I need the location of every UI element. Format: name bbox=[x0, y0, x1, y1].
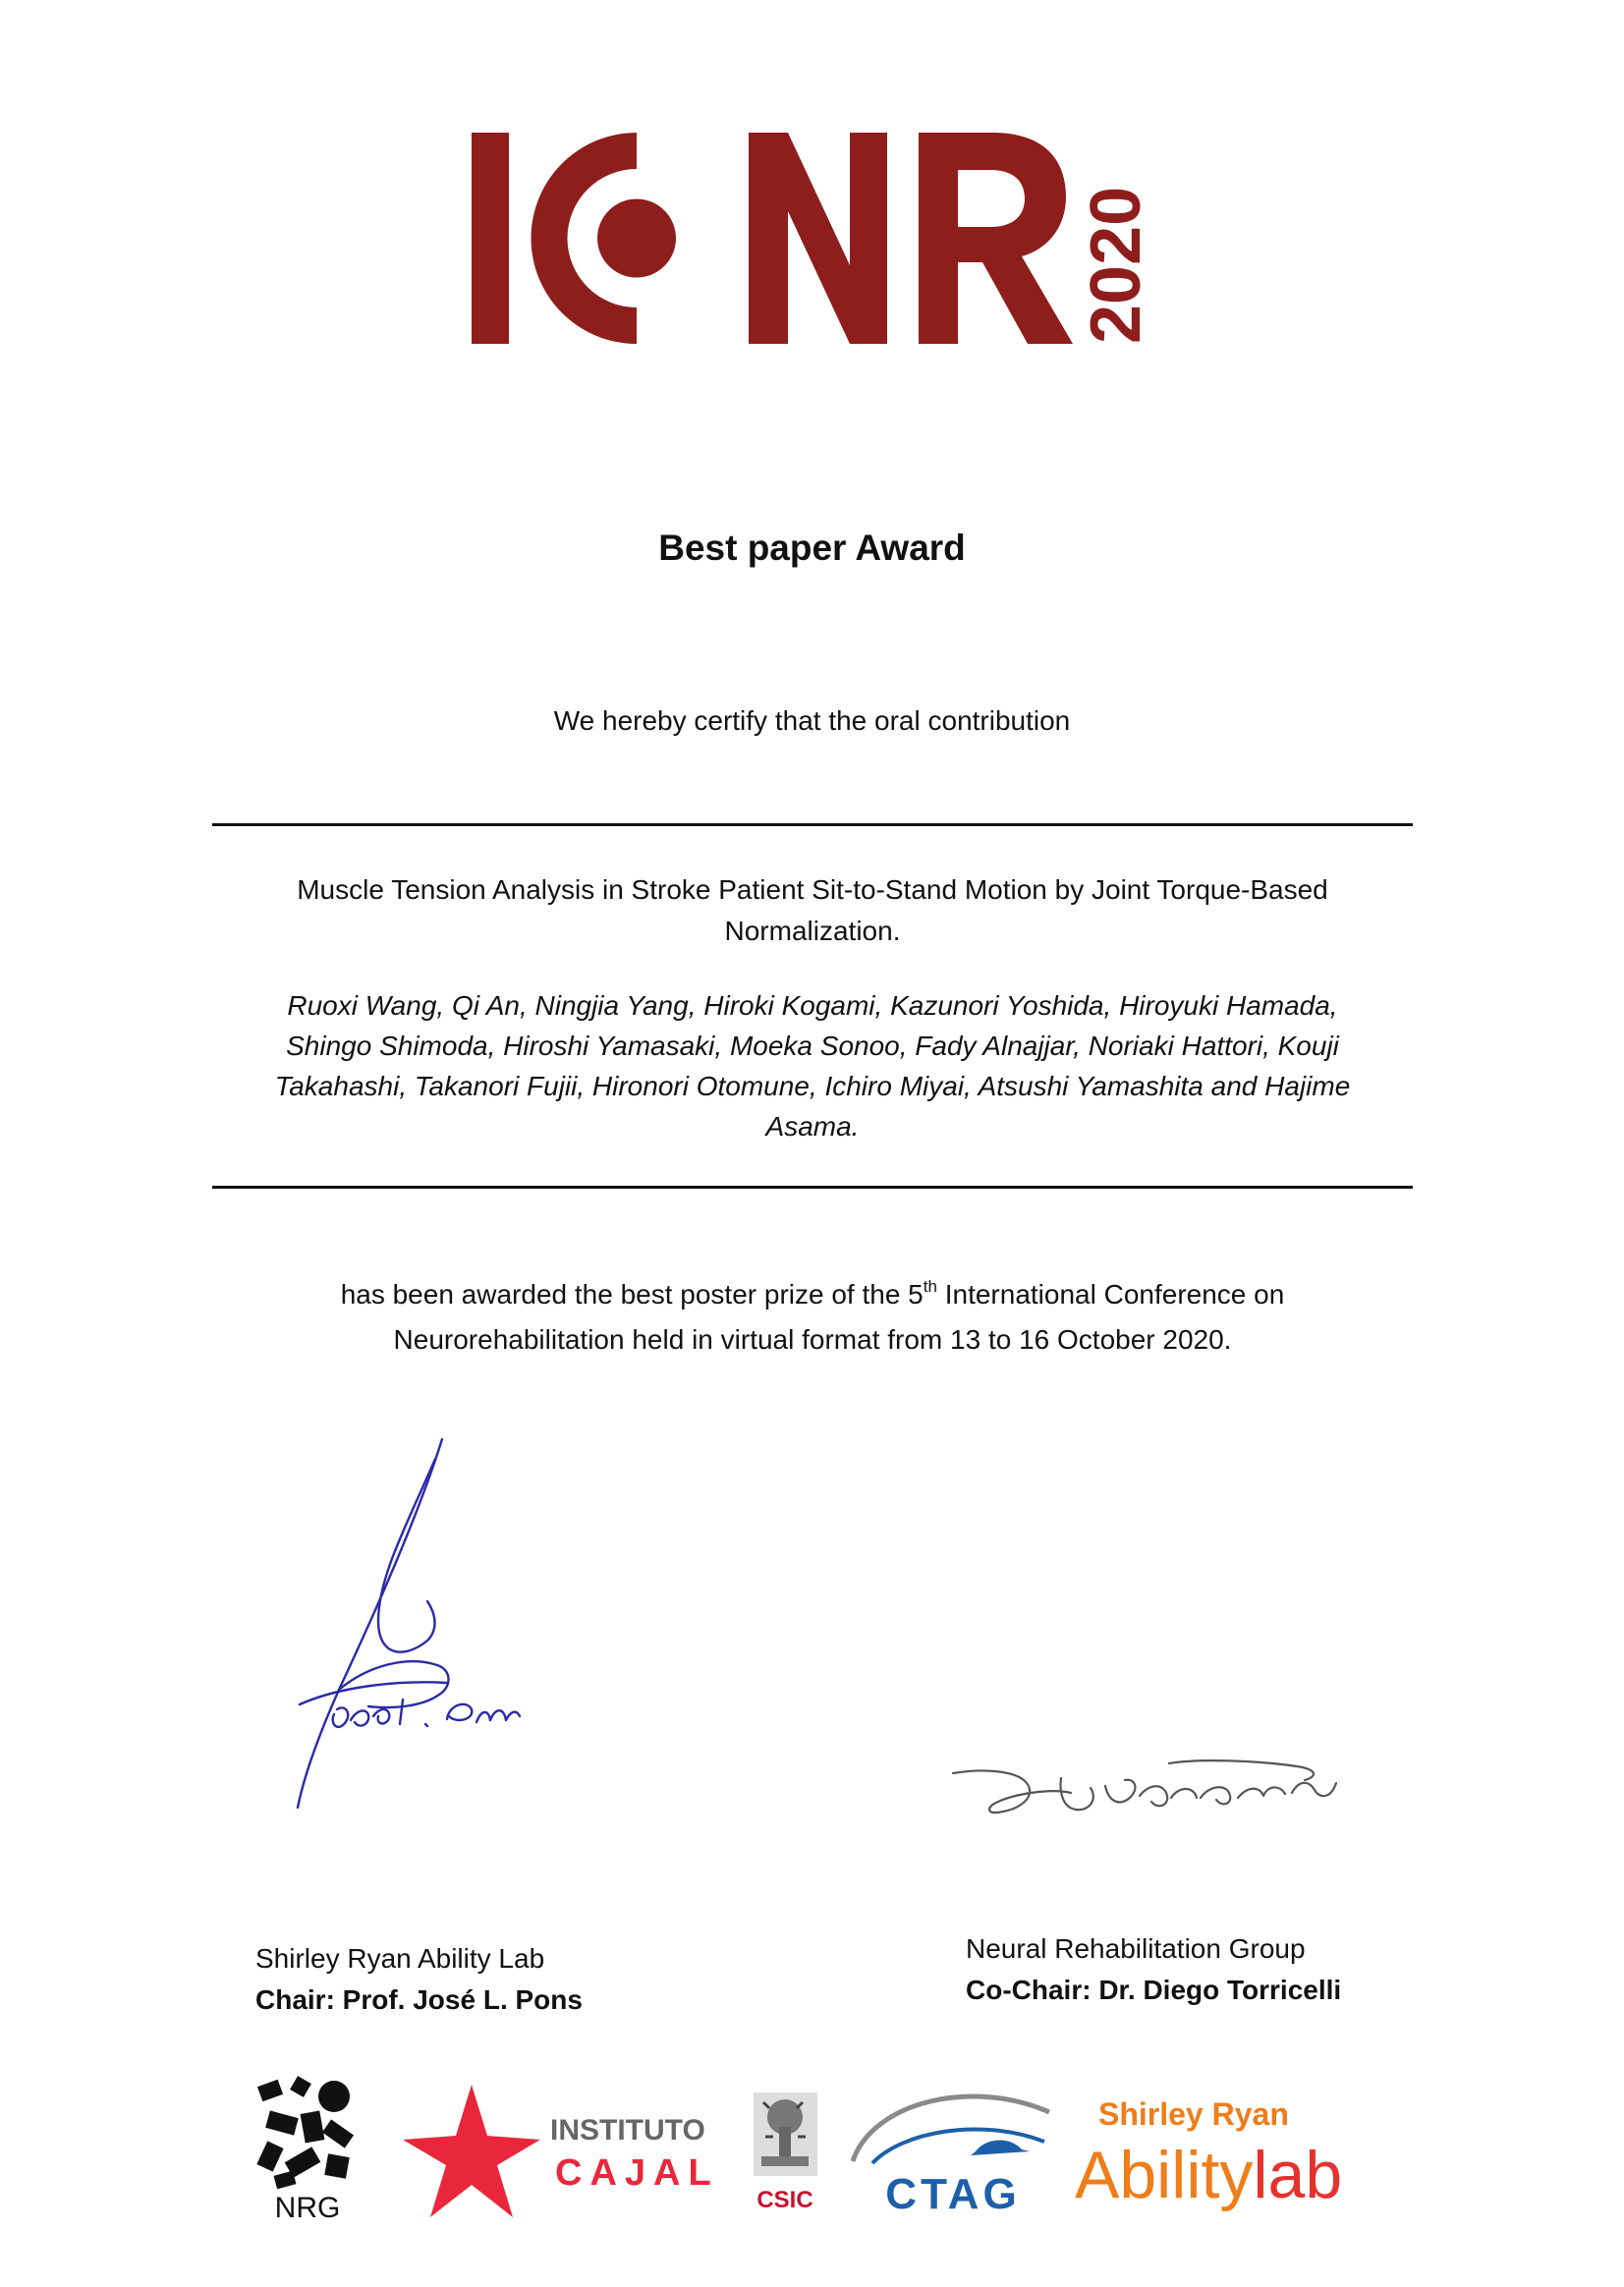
logo-letter-i bbox=[472, 133, 509, 344]
sral-lab: lab bbox=[1253, 2138, 1343, 2212]
sral-ability: Ability bbox=[1075, 2138, 1254, 2212]
nrg-logo bbox=[253, 2075, 362, 2222]
nrg-label: NRG bbox=[274, 2192, 341, 2224]
logo-year: 2020 bbox=[1077, 186, 1155, 344]
authors-line: Shingo Shimoda, Hiroshi Yamasaki, Moeka Sonoo, Fady Alnajjar, Noriaki Hattori, Kouji bbox=[286, 1031, 1339, 1061]
logo-letter-n bbox=[749, 133, 887, 344]
logo-letter-r bbox=[919, 133, 1073, 344]
ordinal-suffix: th bbox=[923, 1277, 937, 1296]
bottom-rule bbox=[212, 1186, 1413, 1189]
paper-title-line: Muscle Tension Analysis in Stroke Patient Sit-to-Stand Motion by Joint Torque-Based bbox=[297, 874, 1328, 905]
cajal-line1: INSTITUTO bbox=[550, 2114, 705, 2147]
left-chair: Chair: Prof. José L. Pons bbox=[255, 1984, 583, 2015]
top-rule bbox=[212, 823, 1413, 826]
left-organization: Shirley Ryan Ability Lab bbox=[255, 1943, 545, 1974]
award-line bbox=[212, 1272, 1413, 1317]
certify-line: We hereby certify that the oral contribution bbox=[553, 705, 1071, 736]
award-statement bbox=[212, 1272, 1413, 1363]
cajal-star-icon bbox=[403, 2085, 540, 2217]
csic-logo bbox=[744, 2088, 827, 2225]
car-icon bbox=[971, 2140, 1030, 2155]
signature-torricelli bbox=[943, 1739, 1375, 1832]
ctag-logo bbox=[843, 2073, 1064, 2220]
paper-title bbox=[212, 869, 1413, 952]
csic-label: CSIC bbox=[756, 2187, 813, 2213]
authors bbox=[212, 985, 1413, 1146]
award-text: has been awarded the best poster prize of the 5 bbox=[340, 1279, 924, 1310]
shirley-ryan-abilitylab-logo bbox=[1071, 2088, 1405, 2215]
award-text: International Conference on bbox=[936, 1279, 1285, 1310]
icnr-2020-logo bbox=[472, 133, 1155, 344]
authors-line: Ruoxi Wang, Qi An, Ningjia Yang, Hiroki Kogami, Kazunori Yoshida, Hiroyuki Hamada, bbox=[287, 990, 1338, 1021]
right-chair: Co-Chair: Dr. Diego Torricelli bbox=[966, 1975, 1342, 2005]
authors-line: Takahashi, Takanori Fujii, Hironori Otomune, Ichiro Miyai, Atsushi Yamashita and Hajime bbox=[274, 1071, 1351, 1101]
right-organization: Neural Rehabilitation Group bbox=[966, 1933, 1306, 1964]
award-title: Best paper Award bbox=[658, 528, 966, 568]
ctag-label: CTAG bbox=[885, 2170, 1021, 2218]
authors-line: Asama. bbox=[765, 1111, 860, 1142]
sral-wordmark bbox=[1075, 2138, 1342, 2212]
sral-line1: Shirley Ryan bbox=[1098, 2096, 1289, 2132]
paper-title-line: Normalization. bbox=[724, 916, 901, 946]
cajal-line2: CAJAL bbox=[555, 2152, 719, 2194]
instituto-cajal-logo bbox=[393, 2075, 717, 2222]
award-line: Neurorehabilitation held in virtual format from 13 to 16 October 2020. bbox=[393, 1324, 1232, 1355]
signature-pons bbox=[280, 1429, 575, 1822]
logo-dot bbox=[597, 199, 676, 278]
